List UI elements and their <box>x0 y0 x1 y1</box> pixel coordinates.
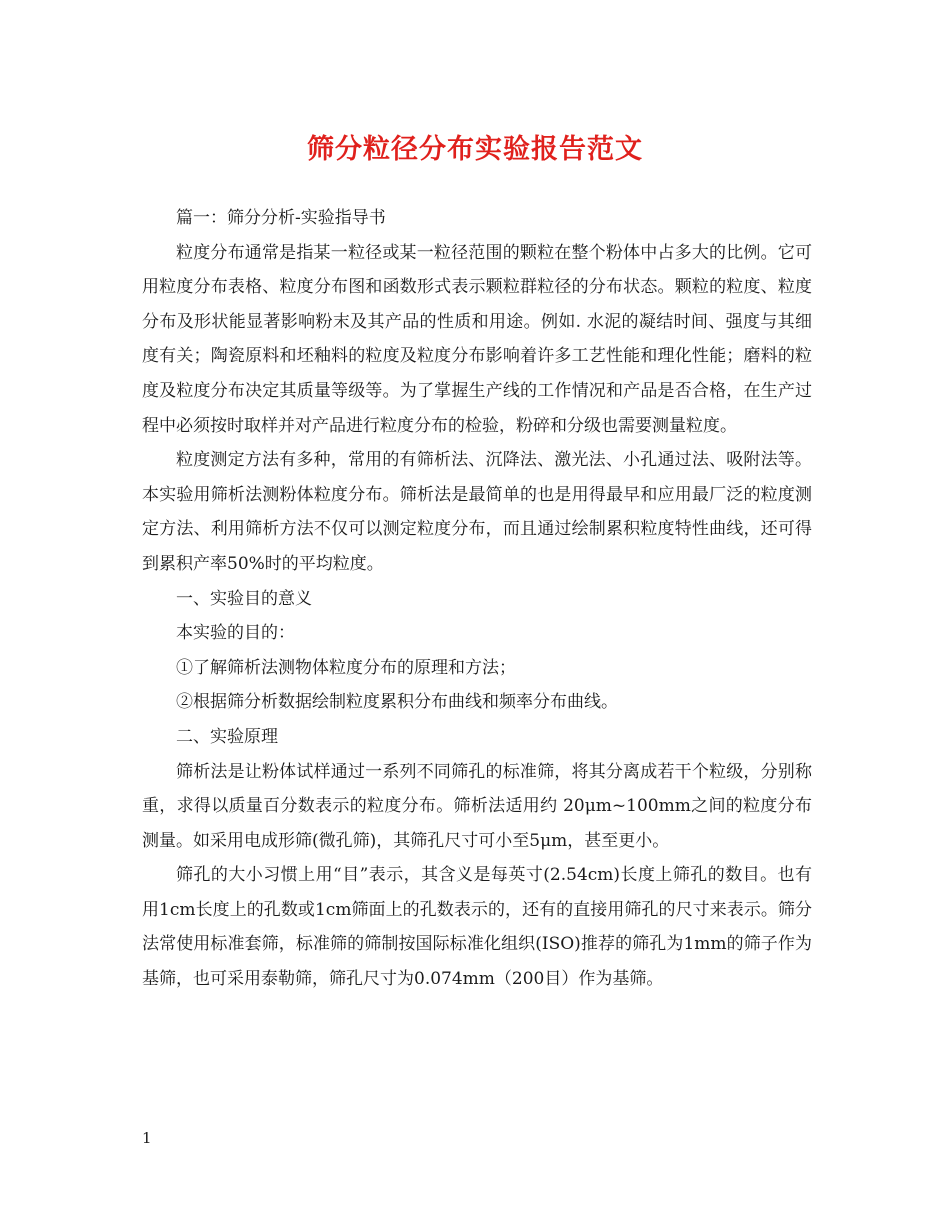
page-number: 1 <box>142 1129 152 1147</box>
paragraph-mesh-definition: 筛孔的大小习惯上用“目”表示，其含义是每英寸(2.54cm)长度上筛孔的数目。也有用1cm长度上的孔数或1cm筛面上的孔数表示的，还有的直接用筛孔的尺寸来表示。筛分法常使用标准套筛，标准筛的筛制按国际标准化组织(ISO)推荐的筛孔为1mm的筛子作为基筛，也可采用泰勒筛，筛孔尺寸为0.074mm（200目）作为基筛。 <box>142 865 812 990</box>
document-body <box>142 201 812 997</box>
section-heading-purpose: 一、实验目的意义 <box>176 588 312 609</box>
paragraph-measurement-methods: 粒度测定方法有多种，常用的有筛析法、沉降法、激光法、小孔通过法、吸附法等。本实验用筛析法测粉体粒度分布。筛析法是最简单的也是用得最早和应用最厂泛的粒度测定方法、利用筛析方法不仅可以测定粒度分布，而且通过绘制累积粒度特性曲线，还可得到累积产率50%时的平均粒度。 <box>142 450 812 574</box>
document-title: 筛分粒径分布实验报告范文 <box>307 134 643 165</box>
paragraph-sieve-principle: 筛析法是让粉体试样通过一系列不同筛孔的标准筛，将其分离成若干个粒级，分别称重，求得以质量百分数表示的粒度分布。筛析法适用约 20μm~100mm之间的粒度分布测量。如采用电成形筛(微孔筛)，其筛孔尺寸可小至5μm，甚至更小。 <box>142 761 812 851</box>
section-heading-principle: 二、实验原理 <box>176 726 278 747</box>
list-item-purpose-1: ①了解筛析法测物体粒度分布的原理和方法； <box>176 657 516 678</box>
list-item-purpose-2: ②根据筛分析数据绘制粒度累积分布曲线和频率分布曲线。 <box>176 692 618 713</box>
paragraph-particle-size-distribution: 粒度分布通常是指某一粒径或某一粒径范围的颗粒在整个粉体中占多大的比例。它可用粒度分布表格、粒度分布图和函数形式表示颗粒群粒径的分布状态。颗粒的粒度、粒度分布及形状能显著影响粉末及其产品的性质和用途。例如. 水泥的凝结时间、强度与其细度有关；陶瓷原料和坯釉料的粒度及粒度分布影响着许多工艺性能和理化性能；磨料的粒度及粒度分布决定其质量等级等。为了掌握生产线的工作情况和产品是否合格，在生产过程中必须按时取样并对产品进行粒度分布的检验，粉碎和分级也需要测量粒度。 <box>142 242 812 436</box>
section-heading-part-one: 篇一：筛分分析-实验指导书 <box>176 208 386 228</box>
paragraph-purpose-intro: 本实验的目的： <box>176 623 295 644</box>
